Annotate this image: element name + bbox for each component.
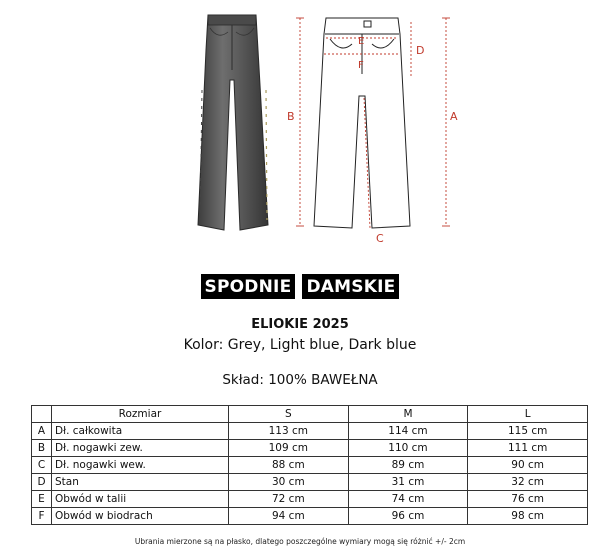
- row-label: Dł. nogawki wew.: [52, 457, 229, 474]
- table-row: [32, 508, 588, 525]
- table-row: [32, 457, 588, 474]
- cell-l: 32 cm: [468, 474, 588, 491]
- cell-l: 90 cm: [468, 457, 588, 474]
- pants-outline: [314, 18, 410, 228]
- cell-m: 31 cm: [348, 474, 468, 491]
- header-size-l: L: [468, 406, 588, 423]
- cell-m: 96 cm: [348, 508, 468, 525]
- cell-m: 114 cm: [348, 423, 468, 440]
- label-f: F: [358, 60, 364, 71]
- row-letter: A: [32, 423, 52, 440]
- cell-m: 74 cm: [348, 491, 468, 508]
- row-label: Stan: [52, 474, 229, 491]
- cell-s: 113 cm: [229, 423, 349, 440]
- table-row: [32, 491, 588, 508]
- row-label: Dł. całkowita: [52, 423, 229, 440]
- row-label: Dł. nogawki zew.: [52, 440, 229, 457]
- colors-line: Kolor: Grey, Light blue, Dark blue: [183, 337, 417, 353]
- table-row: [32, 474, 588, 491]
- row-label: Obwód w talii: [52, 491, 229, 508]
- row-label: Obwód w biodrach: [52, 508, 229, 525]
- model-name: ELIOKIE 2025: [251, 317, 349, 332]
- label-d: D: [416, 44, 425, 57]
- row-letter: D: [32, 474, 52, 491]
- table-row: [32, 423, 588, 440]
- cell-l: 115 cm: [468, 423, 588, 440]
- header-size-label: Rozmiar: [52, 406, 229, 423]
- row-letter: C: [32, 457, 52, 474]
- title-word: SPODNIE: [201, 274, 296, 299]
- title-word: DAMSKIE: [302, 274, 399, 299]
- footnote: Ubrania mierzone są na płasko, dlatego poszczególne wymiary mogą się różnić +/- 2cm: [134, 537, 466, 546]
- cell-l: 98 cm: [468, 508, 588, 525]
- cell-l: 76 cm: [468, 491, 588, 508]
- cell-s: 88 cm: [229, 457, 349, 474]
- cell-m: 110 cm: [348, 440, 468, 457]
- label-c: C: [376, 232, 384, 245]
- table-row: [32, 440, 588, 457]
- cell-m: 89 cm: [348, 457, 468, 474]
- row-letter: E: [32, 491, 52, 508]
- header-corner-cell: [32, 406, 52, 423]
- label-b: B: [287, 110, 295, 123]
- header-size-m: M: [348, 406, 468, 423]
- page-title: [0, 274, 600, 299]
- cell-s: 94 cm: [229, 508, 349, 525]
- cell-l: 111 cm: [468, 440, 588, 457]
- product-photo-jeans: [188, 10, 278, 235]
- label-e: E: [358, 36, 365, 47]
- cell-s: 109 cm: [229, 440, 349, 457]
- header-size-s: S: [229, 406, 349, 423]
- size-table: [31, 405, 588, 525]
- table-header-row: [32, 406, 588, 423]
- composition-line: Skład: 100% BAWEŁNA: [222, 372, 378, 388]
- size-diagram: [278, 6, 468, 251]
- cell-s: 30 cm: [229, 474, 349, 491]
- row-letter: B: [32, 440, 52, 457]
- row-letter: F: [32, 508, 52, 525]
- label-a: A: [450, 110, 458, 123]
- cell-s: 72 cm: [229, 491, 349, 508]
